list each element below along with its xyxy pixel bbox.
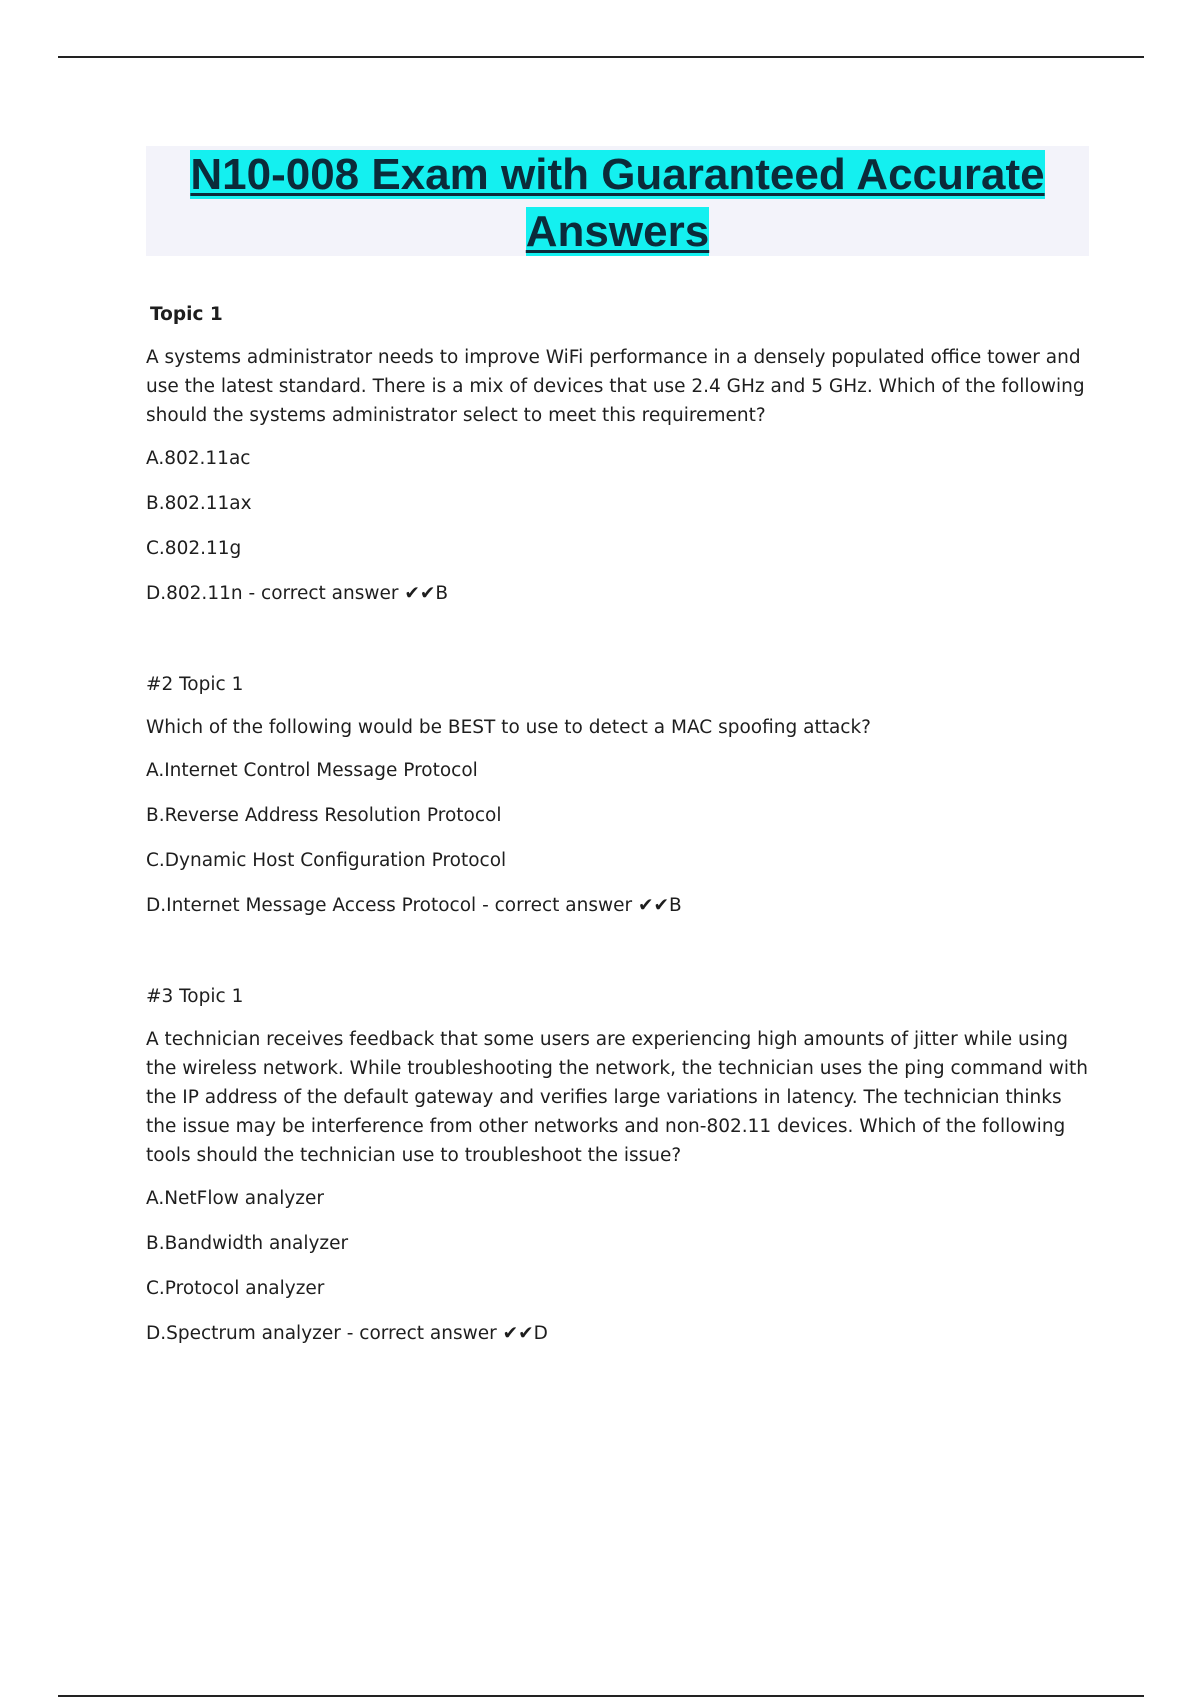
answer-option: B.Bandwidth analyzer (146, 1233, 349, 1254)
answer-option-with-correct: D.802.11n - correct answer ✔✔B (146, 583, 449, 604)
footer-rule (58, 1695, 1144, 1697)
questions-container (146, 300, 1096, 1364)
answer-option: A.Internet Control Message Protocol (146, 760, 478, 781)
answer-option: B.Reverse Address Resolution Protocol (146, 805, 502, 826)
question-heading: Topic 1 (150, 304, 223, 325)
question-1 (146, 300, 1096, 608)
question-2 (146, 670, 1096, 920)
question-3 (146, 982, 1096, 1348)
title-line-1: N10-008 Exam with Guaranteed Accurate (190, 150, 1045, 199)
title-line-2: Answers (525, 207, 710, 256)
question-spacer (146, 936, 1096, 982)
document-title (146, 146, 1089, 260)
answer-option: C.802.11g (146, 538, 242, 559)
answer-option-with-correct: D.Spectrum analyzer - correct answer ✔✔D (146, 1323, 548, 1344)
answer-option: C.Protocol analyzer (146, 1278, 325, 1299)
answer-option: B.802.11ax (146, 493, 252, 514)
question-text: A technician receives feedback that some users are experiencing high amounts of jitter while using the wireless network. While troubleshooting the network, the technician uses the ping command with the IP address of the default gateway and verifies large variations in latency. The technician thinks the issue may be interference from other networks and non-802.11 devices. Which of the following tools should the technician use to troubleshoot the issue? (146, 1029, 1088, 1166)
question-heading: #2 Topic 1 (146, 674, 244, 695)
answer-option: C.Dynamic Host Configuration Protocol (146, 850, 507, 871)
question-text: A systems administrator needs to improve WiFi performance in a densely populated office tower and use the latest standard. There is a mix of devices that use 2.4 GHz and 5 GHz. Which of the following should the systems administrator select to meet this requirement? (146, 347, 1085, 426)
question-spacer (146, 624, 1096, 670)
answer-option-with-correct: D.Internet Message Access Protocol - correct answer ✔✔B (146, 895, 682, 916)
answer-option: A.802.11ac (146, 448, 251, 469)
question-text: Which of the following would be BEST to use to detect a MAC spoofing attack? (146, 717, 871, 738)
header-rule (58, 56, 1144, 58)
question-heading: #3 Topic 1 (146, 986, 244, 1007)
answer-option: A.NetFlow analyzer (146, 1188, 324, 1209)
